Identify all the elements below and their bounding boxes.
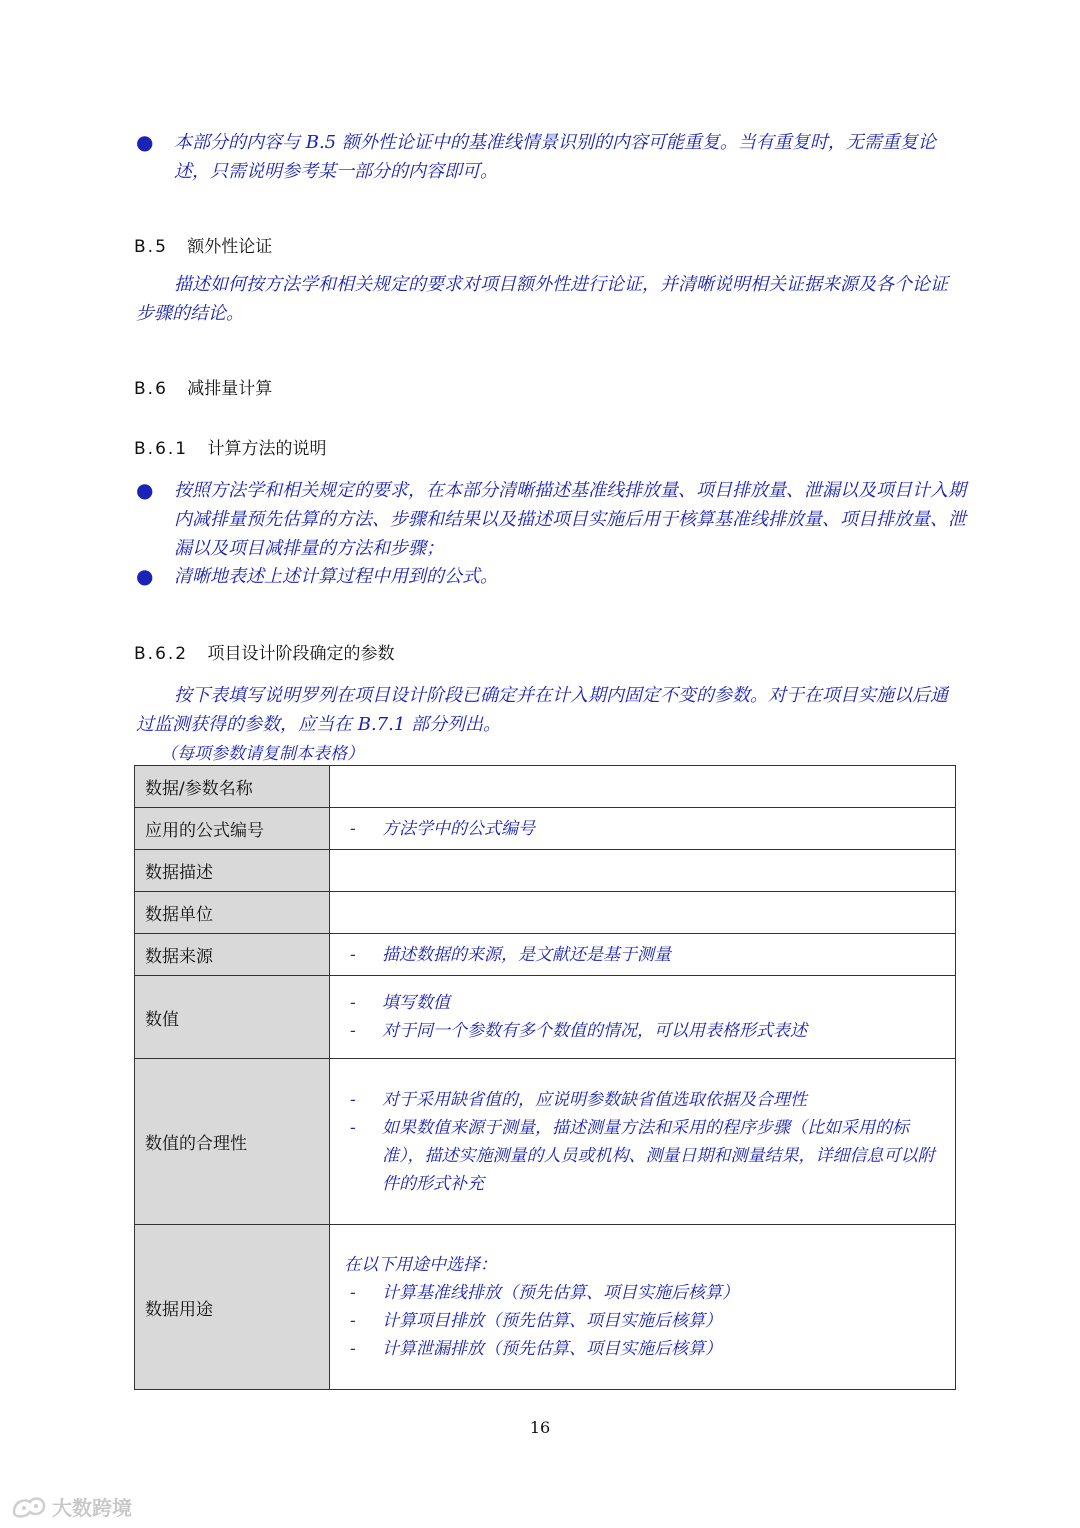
section-heading-b62	[134, 639, 395, 664]
section-heading-b5	[134, 232, 272, 257]
row-value	[330, 850, 956, 892]
row-value	[330, 1059, 956, 1225]
table-row	[135, 766, 956, 808]
bullet-dot-icon: ●	[136, 478, 154, 502]
row-value	[330, 808, 956, 850]
row-label: 数据/参数名称	[135, 766, 330, 808]
section-heading-b6	[134, 374, 272, 399]
section-number: B.6.2	[134, 644, 189, 664]
table-row	[135, 1059, 956, 1225]
section-b5-body: 描述如何按方法学和相关规定的要求对项目额外性进行论证，并清晰说明相关证据来源及各个论证步骤的结论。	[136, 274, 948, 324]
section-number: B.6	[134, 379, 168, 399]
list-item: - 对于采用缺省值的，应说明参数缺省值选取依据及合理性	[350, 1089, 807, 1110]
section-title: 项目设计阶段确定的参数	[207, 644, 395, 664]
bullet-text: 按照方法学和相关规定的要求，在本部分清晰描述基准线排放量、项目排放量、泄漏以及项目计入期内减排量预先估算的方法、步骤和结果以及描述项目实施后用于核算基准线排放量、项目排放量、泄漏以及项目减排量的方法和步骤；	[174, 480, 966, 559]
row-label: 数据来源	[135, 934, 330, 976]
watermark	[10, 1492, 132, 1521]
bullet-dot-icon: ●	[136, 564, 154, 588]
section-title: 减排量计算	[187, 379, 273, 399]
bullet-text: 清晰地表述上述计算过程中用到的公式。	[174, 566, 498, 587]
section-b62-body: 按下表填写说明罗列在项目设计阶段已确定并在计入期内固定不变的参数。对于在项目实施以后通过监测获得的参数，应当在 B.7.1 部分列出。	[136, 685, 948, 735]
table-row	[135, 976, 956, 1059]
bullet-item	[136, 476, 966, 563]
row-label: 数值	[135, 976, 330, 1059]
row-value	[330, 766, 956, 808]
table-note: （每项参数请复制本表格）	[160, 744, 364, 764]
table-row	[135, 850, 956, 892]
list-item: - 对于同一个参数有多个数值的情况，可以用表格形式表述	[350, 1021, 807, 1041]
table-row	[135, 934, 956, 976]
section-number: B.5	[134, 237, 168, 257]
row-value	[330, 976, 956, 1059]
list-item: - 方法学中的公式编号	[350, 818, 535, 839]
bullet-item	[136, 128, 966, 186]
list-item: - 如果数值来源于测量，描述测量方法和采用的程序步骤（比如采用的标准），描述实施测量的人员或机构、测量日期和测量结果，详细信息可以附件的形式补充	[350, 1117, 935, 1194]
section-number: B.6.1	[134, 439, 189, 459]
section-heading-b61	[134, 434, 327, 459]
section-title: 额外性论证	[187, 237, 273, 257]
parameter-table	[134, 765, 956, 1390]
brand-logo-icon	[10, 1494, 48, 1520]
row-label: 数值的合理性	[135, 1059, 330, 1225]
row-value	[330, 892, 956, 934]
table-row	[135, 1225, 956, 1390]
table-row	[135, 808, 956, 850]
row-value	[330, 1225, 956, 1390]
list-intro: 在以下用途中选择：	[344, 1255, 497, 1275]
section-title: 计算方法的说明	[207, 439, 327, 459]
list-item: - 描述数据的来源，是文献还是基于测量	[350, 944, 671, 965]
row-label: 数据描述	[135, 850, 330, 892]
bullet-item	[136, 562, 966, 591]
watermark-text: 大数跨境	[52, 1496, 132, 1520]
list-item: - 填写数值	[350, 993, 450, 1013]
bullet-dot-icon: ●	[136, 130, 154, 154]
bullet-text: 本部分的内容与 B.5 额外性论证中的基准线情景识别的内容可能重复。当有重复时，无需重复论述，只需说明参考某一部分的内容即可。	[174, 132, 936, 182]
list-item: - 计算基准线排放（预先估算、项目实施后核算）	[350, 1283, 739, 1303]
row-label: 应用的公式编号	[135, 808, 330, 850]
row-value	[330, 934, 956, 976]
page-number: 16	[529, 1418, 551, 1437]
row-label: 数据用途	[135, 1225, 330, 1390]
row-label: 数据单位	[135, 892, 330, 934]
table-row	[135, 892, 956, 934]
list-item: - 计算项目排放（预先估算、项目实施后核算）	[350, 1311, 722, 1331]
list-item: - 计算泄漏排放（预先估算、项目实施后核算）	[350, 1339, 722, 1359]
